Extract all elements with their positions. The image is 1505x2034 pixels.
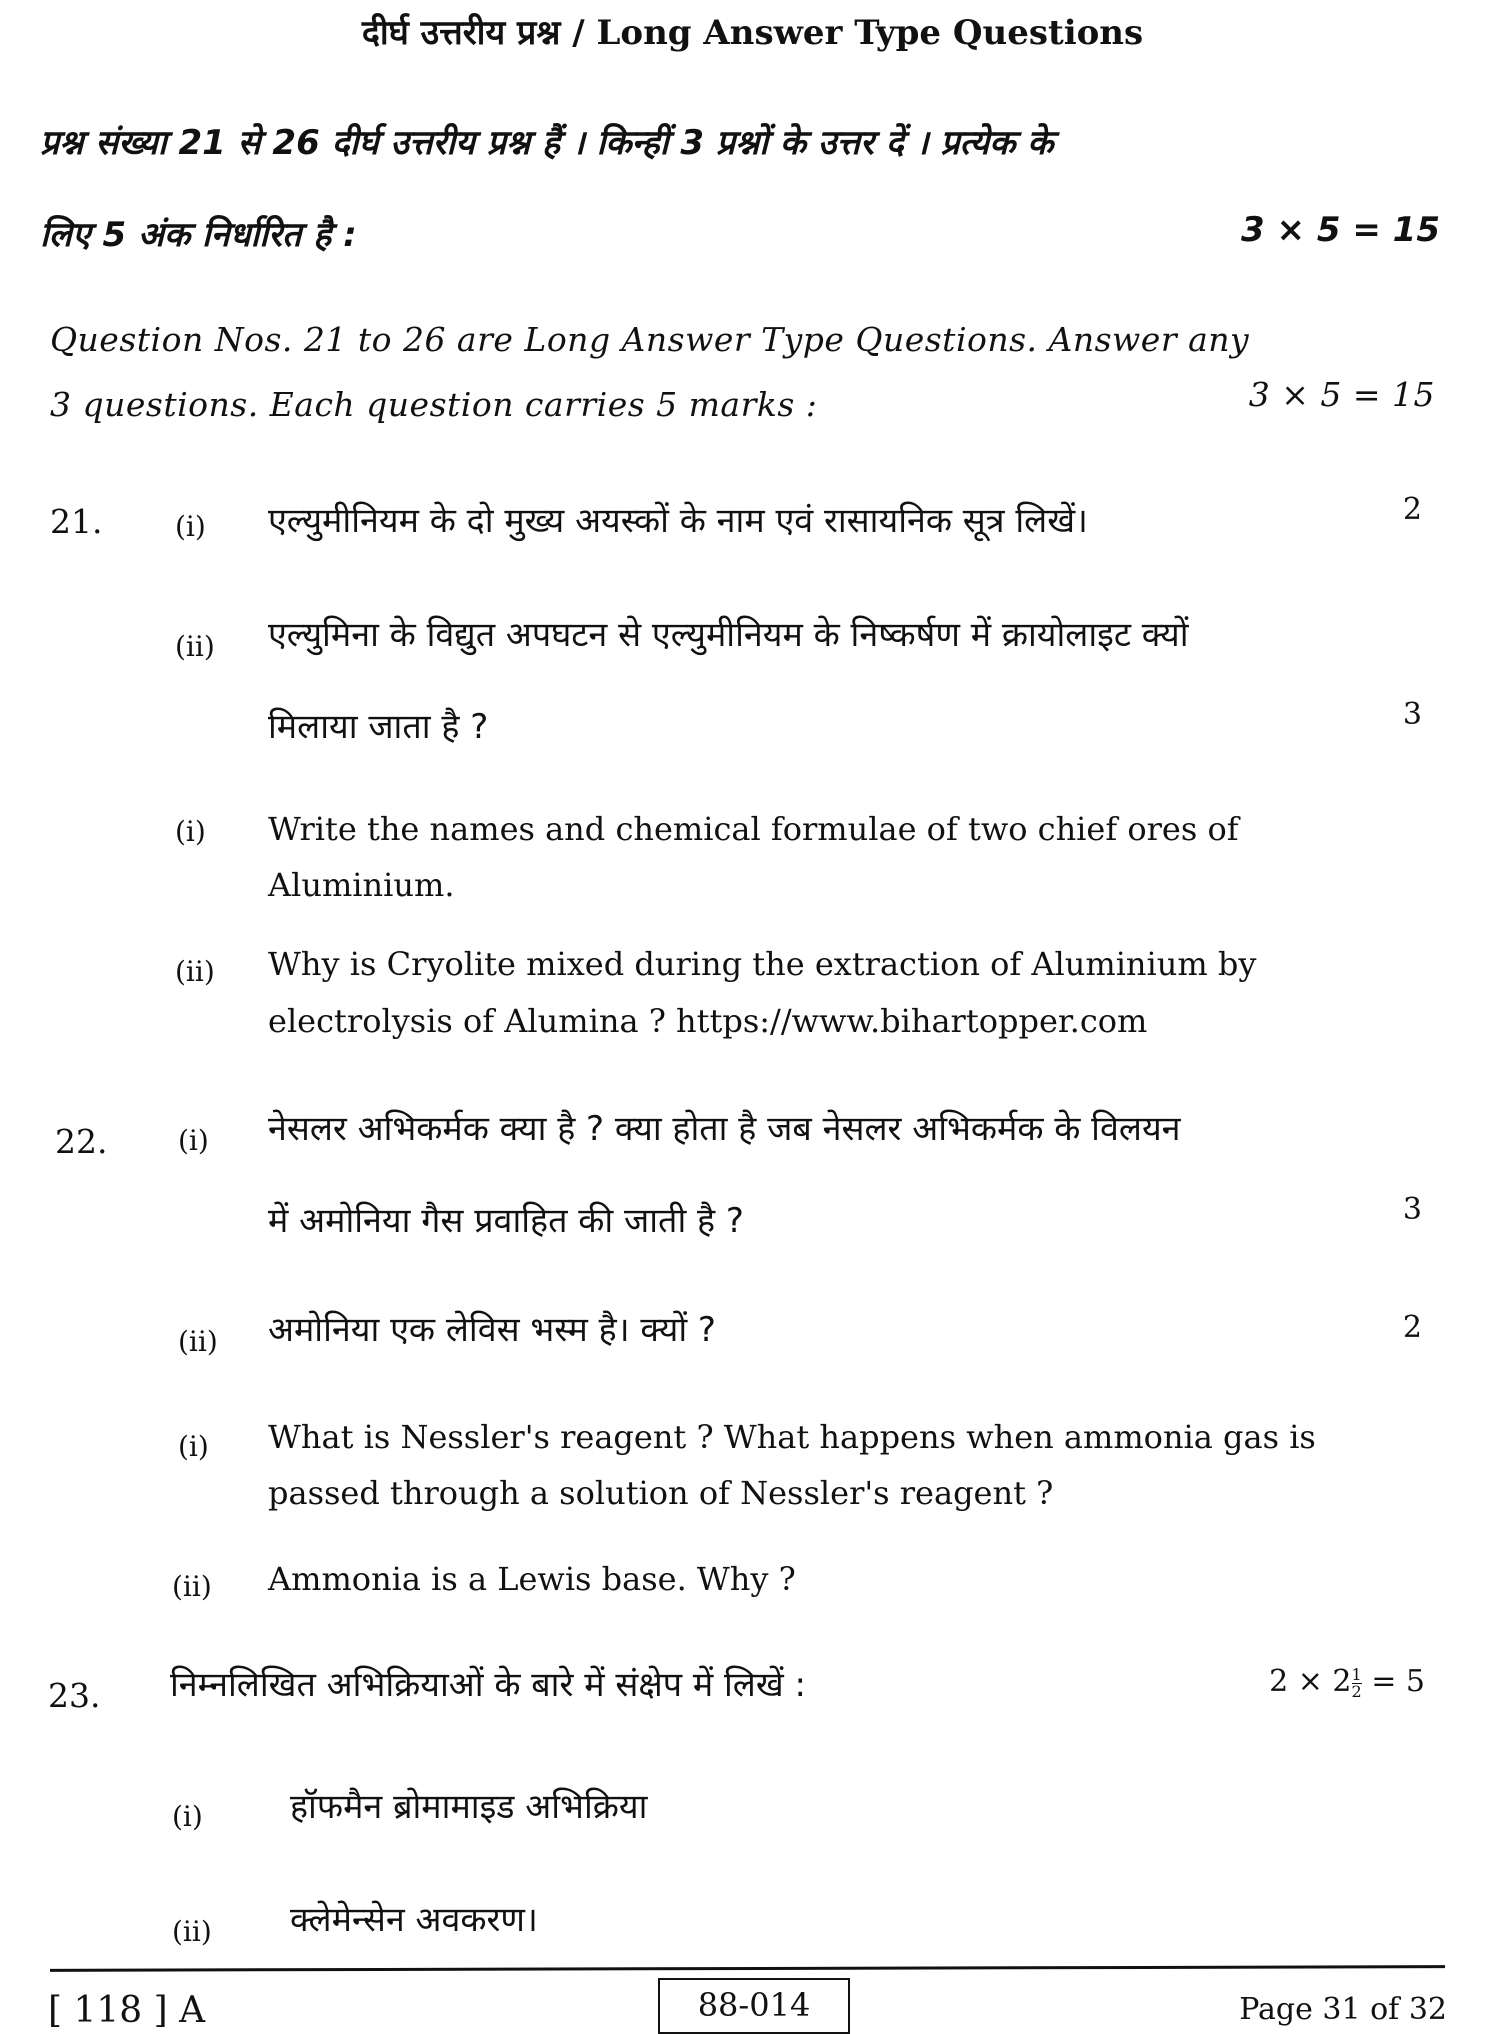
q22-en-part1-line2: passed through a solution of Nessler's reagent ?	[268, 1474, 1054, 1512]
q23-intro-text: निम्नलिखित अभिक्रियाओं के बारे में संक्षेप में लिखें :	[170, 1665, 806, 1705]
q22-hi-part2-marks: 2	[1402, 1310, 1422, 1345]
q21-en-part1-line2: Aluminium.	[268, 866, 455, 904]
instructions-english-line2: 3 questions. Each question carries 5 marks :	[50, 385, 818, 424]
q23-marks-prefix: 2 × 2	[1269, 1664, 1352, 1699]
q21-hi-part2-line1: एल्युमिना के विद्युत अपघटन से एल्युमीनियम के निष्कर्षण में क्रायोलाइट क्यों	[268, 615, 1189, 655]
q21-hi-part2-marks: 3	[1402, 697, 1422, 732]
instructions-english-line1: Question Nos. 21 to 26 are Long Answer Type Questions. Answer any	[50, 320, 1250, 359]
question-number-21: 21.	[50, 502, 103, 541]
q23-part-label: (i)	[172, 1800, 203, 1833]
q23-marks-suffix: = 5	[1361, 1664, 1425, 1699]
q22-en-part2-text: Ammonia is a Lewis base. Why ?	[268, 1560, 796, 1598]
q21-en-part2-line1: Why is Cryolite mixed during the extraction of Aluminium by	[268, 945, 1257, 983]
q21-en-part1-line1: Write the names and chemical formulae of two chief ores of	[268, 810, 1239, 848]
instructions-english-marks: 3 × 5 = 15	[1248, 375, 1435, 414]
instructions-hindi-line2: लिए 5 अंक निर्धारित है :	[40, 215, 357, 255]
q22-hi-part1-marks: 3	[1402, 1192, 1422, 1227]
q23-marks-fraction: $\frac{1}{2}$	[1351, 1664, 1362, 1701]
q21-hi-part2-line2: मिलाया जाता है ?	[268, 707, 489, 747]
q22-en-part1-line1: What is Nessler's reagent ? What happens when ammonia gas is	[268, 1418, 1316, 1456]
page-number: Page 31 of 32	[1239, 1992, 1447, 2027]
q21-hi-part1-text: एल्युमीनियम के दो मुख्य अयस्कों के नाम एवं रासायनिक सूत्र लिखें।	[268, 501, 1088, 541]
instructions-hindi-marks: 3 × 5 = 15	[1241, 210, 1440, 250]
paper-code-box: 88-014	[658, 1978, 850, 2034]
q23-part2-text: क्लेमेन्सेन अवकरण।	[290, 1900, 538, 1940]
q23-part-label: (ii)	[172, 1915, 212, 1948]
q21-en-part2-line2: electrolysis of Alumina ? https://www.bihartopper.com	[268, 1002, 1148, 1040]
q21-part-label: (ii)	[175, 955, 215, 988]
q22-hi-part1-line1: नेसलर अभिकर्मक क्या है ? क्या होता है जब नेसलर अभिकर्मक के विलयन	[268, 1109, 1181, 1149]
q21-part-label: (i)	[175, 815, 206, 848]
q21-part-label: (i)	[175, 510, 206, 543]
q22-part-label: (ii)	[178, 1325, 218, 1358]
question-number-22: 22.	[55, 1122, 108, 1161]
q23-marks	[1269, 1664, 1425, 1700]
instructions-hindi-line1: प्रश्न संख्या 21 से 26 दीर्घ उत्तरीय प्रश्न हैं । किन्हीं 3 प्रश्नों के उत्तर दें । प्रत्येक के	[40, 123, 1054, 163]
footer-divider	[50, 1965, 1445, 1972]
q23-part1-text: हॉफमैन ब्रोमामाइड अभिक्रिया	[290, 1787, 648, 1827]
page-title: दीर्घ उत्तरीय प्रश्न / Long Answer Type Questions	[361, 13, 1144, 53]
q21-hi-part1-marks: 2	[1402, 492, 1422, 527]
question-number-23: 23.	[48, 1676, 101, 1715]
q22-part-label: (ii)	[172, 1570, 212, 1603]
footer-series-code: [ 118 ] A	[48, 1990, 206, 2031]
q22-part-label: (i)	[178, 1430, 209, 1463]
q22-part-label: (i)	[178, 1124, 209, 1157]
q21-part-label: (ii)	[175, 630, 215, 663]
q22-hi-part2-text: अमोनिया एक लेविस भस्म है। क्यों ?	[268, 1310, 716, 1350]
q22-hi-part1-line2: में अमोनिया गैस प्रवाहित की जाती है ?	[268, 1201, 744, 1241]
